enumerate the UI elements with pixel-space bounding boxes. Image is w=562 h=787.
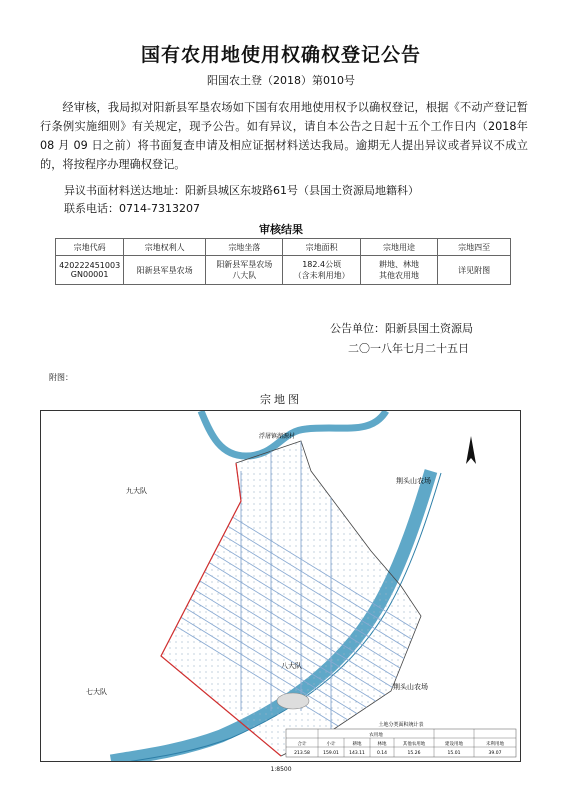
stats-header-subtotal: 小计 — [326, 742, 336, 747]
header-parcel-code: 宗地代码 — [56, 239, 124, 256]
parcel-map-drawing — [41, 411, 520, 761]
label-team7: 七大队 — [86, 688, 107, 696]
stats-caption: 土地分类面积统计表 — [378, 722, 424, 728]
stats-group-label: 农用地 — [369, 733, 383, 738]
header-area: 宗地面积 — [283, 239, 360, 256]
stats-header-total: 合计 — [297, 742, 307, 747]
issue-date: 二〇一八年七月二十五日 — [348, 342, 469, 355]
header-boundary: 宗地四至 — [438, 239, 511, 256]
stats-value-construction: 15.01 — [447, 751, 461, 756]
notice-body: 经审核，我局拟对阳新县军垦农场如下国有农用地使用权予以确权登记，根据《不动产登记暂行条例实施细则》有关规定，现予公告。如有异议，请自本公告之日起十五个工作日内（2018年 08 月 09 日之前）将书面复查申请及相应证据材料送达我局。逾期无人提出异议或者异议不成立的，将按程序办理确权登记。 — [40, 101, 528, 171]
stats-value-subtotal: 159.01 — [323, 751, 339, 756]
issuing-org: 公告单位：阳新县国土资源局 — [330, 322, 473, 335]
header-use: 宗地用途 — [360, 239, 437, 256]
label-team9: 九大队 — [126, 487, 147, 495]
cell-parcel-code: 420222451003 GN00001 — [56, 256, 124, 285]
stats-value-forest: 0.14 — [376, 751, 388, 756]
label-village: 浮屠镇湖源村 — [259, 433, 296, 440]
parcel-map — [40, 410, 521, 762]
result-table — [55, 238, 511, 285]
stats-value-cultivated: 143.11 — [349, 751, 365, 756]
cell-owner: 阳新县军垦农场 — [124, 256, 206, 285]
stats-header-unused: 未利用地 — [486, 742, 504, 747]
contact-phone: 联系电话：0714-7313207 — [64, 202, 200, 215]
stats-header-construction: 建设用地 — [445, 742, 463, 747]
notice-number: 阳国农土登（2018）第010号 — [207, 74, 355, 87]
label-farm-lower: 荆头山农场 — [393, 683, 428, 691]
stats-header-cultivated: 耕地 — [352, 742, 362, 747]
header-location: 宗地坐落 — [206, 239, 283, 256]
cell-boundary: 详见附图 — [438, 256, 511, 285]
map-scale: 1:8500 — [270, 766, 292, 773]
stats-value-total: 213.58 — [294, 751, 310, 756]
label-team8: 八大队 — [281, 662, 302, 670]
pond — [277, 693, 309, 709]
table-header-row — [56, 239, 511, 256]
north-arrow-icon — [466, 436, 476, 464]
label-farm-upper: 荆头山农场 — [396, 477, 431, 485]
stats-header-other-ag: 其他农用地 — [402, 742, 426, 747]
cell-use: 耕地、林地 其他农用地 — [360, 256, 437, 285]
header-owner: 宗地权利人 — [124, 239, 206, 256]
objection-address: 异议书面材料送达地址：阳新县城区东坡路61号（县国土资源局地籍科） — [64, 184, 419, 197]
stats-value-other-ag: 15.26 — [407, 751, 421, 756]
notice-title: 国有农用地使用权确权登记公告 — [140, 44, 421, 66]
map-title: 宗地图 — [260, 393, 302, 406]
cell-location: 阳新县军垦农场 八大队 — [206, 256, 283, 285]
attachment-label: 附图： — [49, 373, 73, 382]
stats-value-unused: 39.07 — [488, 751, 502, 756]
cell-area: 182.4公顷 （含未利用地） — [283, 256, 360, 285]
table-caption: 审核结果 — [259, 223, 303, 236]
stats-header-forest: 林地 — [377, 742, 387, 747]
table-row — [56, 256, 511, 285]
